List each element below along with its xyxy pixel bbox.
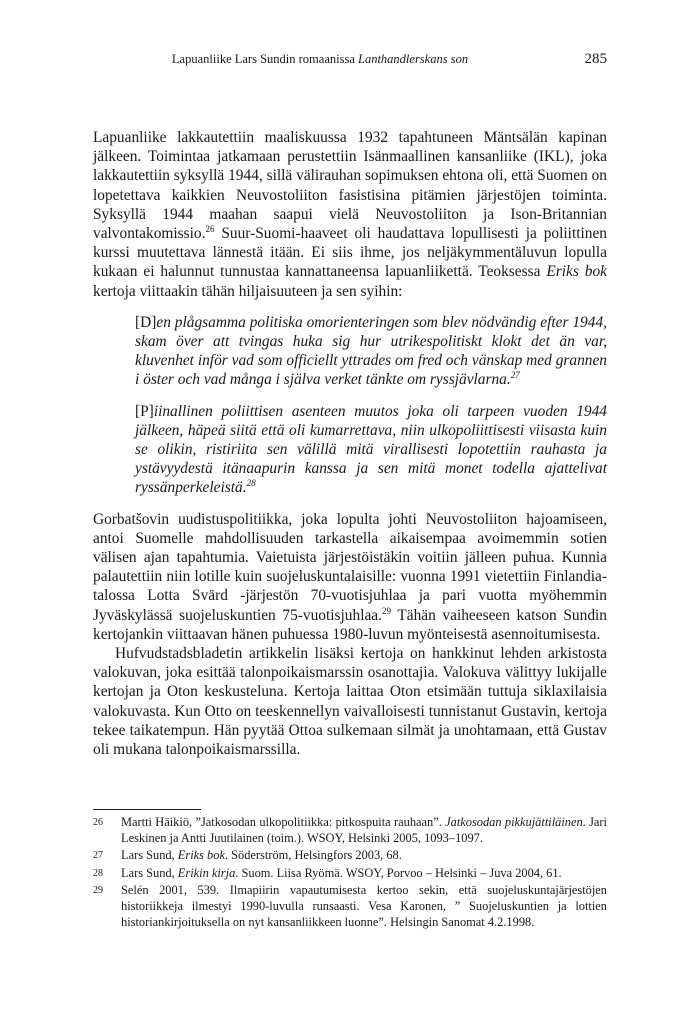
footnote-rule — [93, 809, 201, 810]
block-quote-1 — [135, 313, 607, 390]
page-header — [93, 52, 607, 72]
footnote-text — [121, 883, 607, 930]
footnote-text-pre: Martti Häikiö, ”Jatkosodan ulkopolitiikka: pitkospuita rauhaan”. — [121, 815, 446, 829]
page-number: 285 — [584, 51, 607, 67]
footnote-27 — [93, 848, 607, 864]
footnote-ref-26[interactable]: 26 — [205, 223, 215, 234]
quote-2-bracket: [P] — [135, 402, 154, 420]
paragraph-1 — [93, 128, 607, 301]
footnote-text-post: . Suom. Liisa Ryömä. WSOY, Porvoo – Helsinki – Juva 2004, 61. — [235, 865, 562, 880]
paragraph-1-text: Lapuanliike lakkautettiin maaliskuussa 1932 tapahtuneen Mäntsälän kapinan jälkeen. Toimintaa jatkamaan perustettiin Isänmaallinen kansanliike (IKL), joka lakkautettiin syksyllä 1944, sillä välirauhan sopimuksen ehtona oli, että Suomen on lopetettava kaikkien Neuvostoliiton fasistisina pitämien järjestöjen toiminta. Syksyllä 1944 maahan saapui vielä Neuvostoliiton ja Ison-Britannian valvontakomissio. — [93, 129, 607, 243]
footnote-number: 28 — [93, 867, 103, 879]
footnote-text-pre: Selén 2001, 539. Ilmapiirin vapautumisesta kertoo sekin, että suojeluskuntajärjestöjen historiikkeja ilmestyi 1990-luvulla runsaasti. Vesa Karonen, ” Suojeluskuntien ja lottien historiankirjoituksella on nyt kansanliikkeen luonne”. Helsingin Sanomat 4.2.1998. — [121, 883, 607, 929]
footnote-text-post: . Söderström, Helsingfors 2003, 68. — [224, 848, 402, 863]
paragraph-1-text-4: kertoja viittaakin tähän hiljaisuuteen ja sen syihin: — [93, 282, 403, 300]
footnote-26 — [93, 815, 607, 846]
footnote-number: 29 — [93, 885, 103, 897]
paragraph-2-text-2: Tähän vaiheeseen katson Sundin kertojankin viittaavan hänen puhuessa 1980-luvun myönteisestä asennoitumisesta. — [93, 606, 607, 643]
footnote-text-title: Erikin kirja — [177, 865, 236, 880]
footnote-number: 26 — [93, 817, 103, 828]
footnote-29 — [93, 883, 607, 930]
paragraph-2 — [93, 510, 607, 644]
paragraph-1-text-2: Suur-Suomi-haaveet oli haudattava lopullisesti ja poliittinen kurssi muutettava lännestä itään. — [93, 225, 607, 262]
running-title-book: Lanthandlerskans son — [358, 52, 469, 66]
footnote-text — [121, 866, 607, 882]
footnote-text-post: . Jari Leskinen ja Antti Juutilainen (toim.). WSOY, Helsinki 2005, 1093–1097. — [121, 815, 607, 845]
footnote-text-title: Jatkosodan pikkujättiläinen — [445, 815, 583, 829]
quote-2-text: iinallinen poliittisen asenteen muutos joka oli tarpeen vuoden 1944 jälkeen, häpeä siitä että oli kumarrettava, niin ulkopoliittisesti viisasta kuin se olikin, ristiriita sen välillä mitä virallisesti lopotettiin rauhasta ja ystävyydestä itänaapurin kanssa ja sen mitä monet todella ajattelivat ryssänperkeleistä. — [135, 402, 607, 497]
footnote-text — [121, 848, 607, 864]
footnote-number: 27 — [93, 850, 103, 862]
footnote-ref-28[interactable]: 28 — [246, 478, 256, 489]
footnotes — [93, 809, 607, 932]
footnote-ref-27[interactable]: 27 — [510, 370, 520, 381]
paragraph-1-text-3: Ei siis ihme, jos neljäkymmentäluvun lopulla kukaan ei halunnut tunnustaa kannattaneensa lapuanliikettä. Teoksessa — [93, 244, 607, 281]
book-title-eriks-bok: Eriks bok — [546, 263, 608, 281]
quote-1-text: en plågsamma politiska omorienteringen som blev nödvändig efter 1944, skam över att tvingas huka sig hur utrikespolitiskt klokt det än var, kluvenhet inför vad som officiellt yttrades om fred och vänskap med grannen i öster och vad många i själva verket tänkte om ryssjävlarna. — [135, 313, 607, 389]
paragraph-3: Hufvudstadsbladetin artikkelin lisäksi kertoja on hankkinut lehden arkistosta valokuvan, joka esittää talonpoikaismarssin osanottajia. Valokuva välittyy lukijalle kertojan ja Oton keskusteluna. Kertoja laittaa Oton etsimään tuttuja siklaxilaisia valokuvasta. Kun Otto on teeskennellyn vaivalloisesti tunnistanut Gustavin, kertoja tekee taikatempun. Hän pyytää Ottoa sulkemaan silmät ja unohtamaan, että Gustav oli mukana talonpoikaismarssilla. — [93, 645, 607, 759]
quote-1-bracket: [D] — [135, 313, 157, 331]
footnote-ref-29[interactable]: 29 — [381, 605, 391, 616]
footnote-text-title: Eriks bok — [177, 848, 225, 863]
running-title — [93, 52, 547, 67]
footnote-text-pre: Lars Sund, — [121, 865, 178, 880]
running-title-text: Lapuanliike Lars Sundin romaanissa — [171, 52, 358, 66]
block-quote-2 — [135, 402, 607, 498]
footnote-text — [121, 815, 607, 846]
footnote-28 — [93, 866, 607, 882]
main-text — [93, 128, 607, 759]
paragraph-2-text: Gorbatšovin uudistuspolitiikka, joka lopulta johti Neuvostoliiton hajoamiseen, antoi Suomelle mahdollisuuden tarkastella aikaisempaa avoimemmin sotien välisen ajan tapahtumia. Vaietuista järjestöistäkin voitiin jälleen puhua. Kunnia palautettiin niin lotille kuin suojeluskuntalaisille: vuonna 1991 vietettiin Finlandia-talossa Lotta Svärd -järjestön 70-vuotisjuhlaa ja pari vuotta myöhemmin Jyväskylässä suojeluskuntien 75-vuotisjuhlaa. — [93, 510, 607, 624]
footnote-text-pre: Lars Sund, — [121, 848, 178, 863]
